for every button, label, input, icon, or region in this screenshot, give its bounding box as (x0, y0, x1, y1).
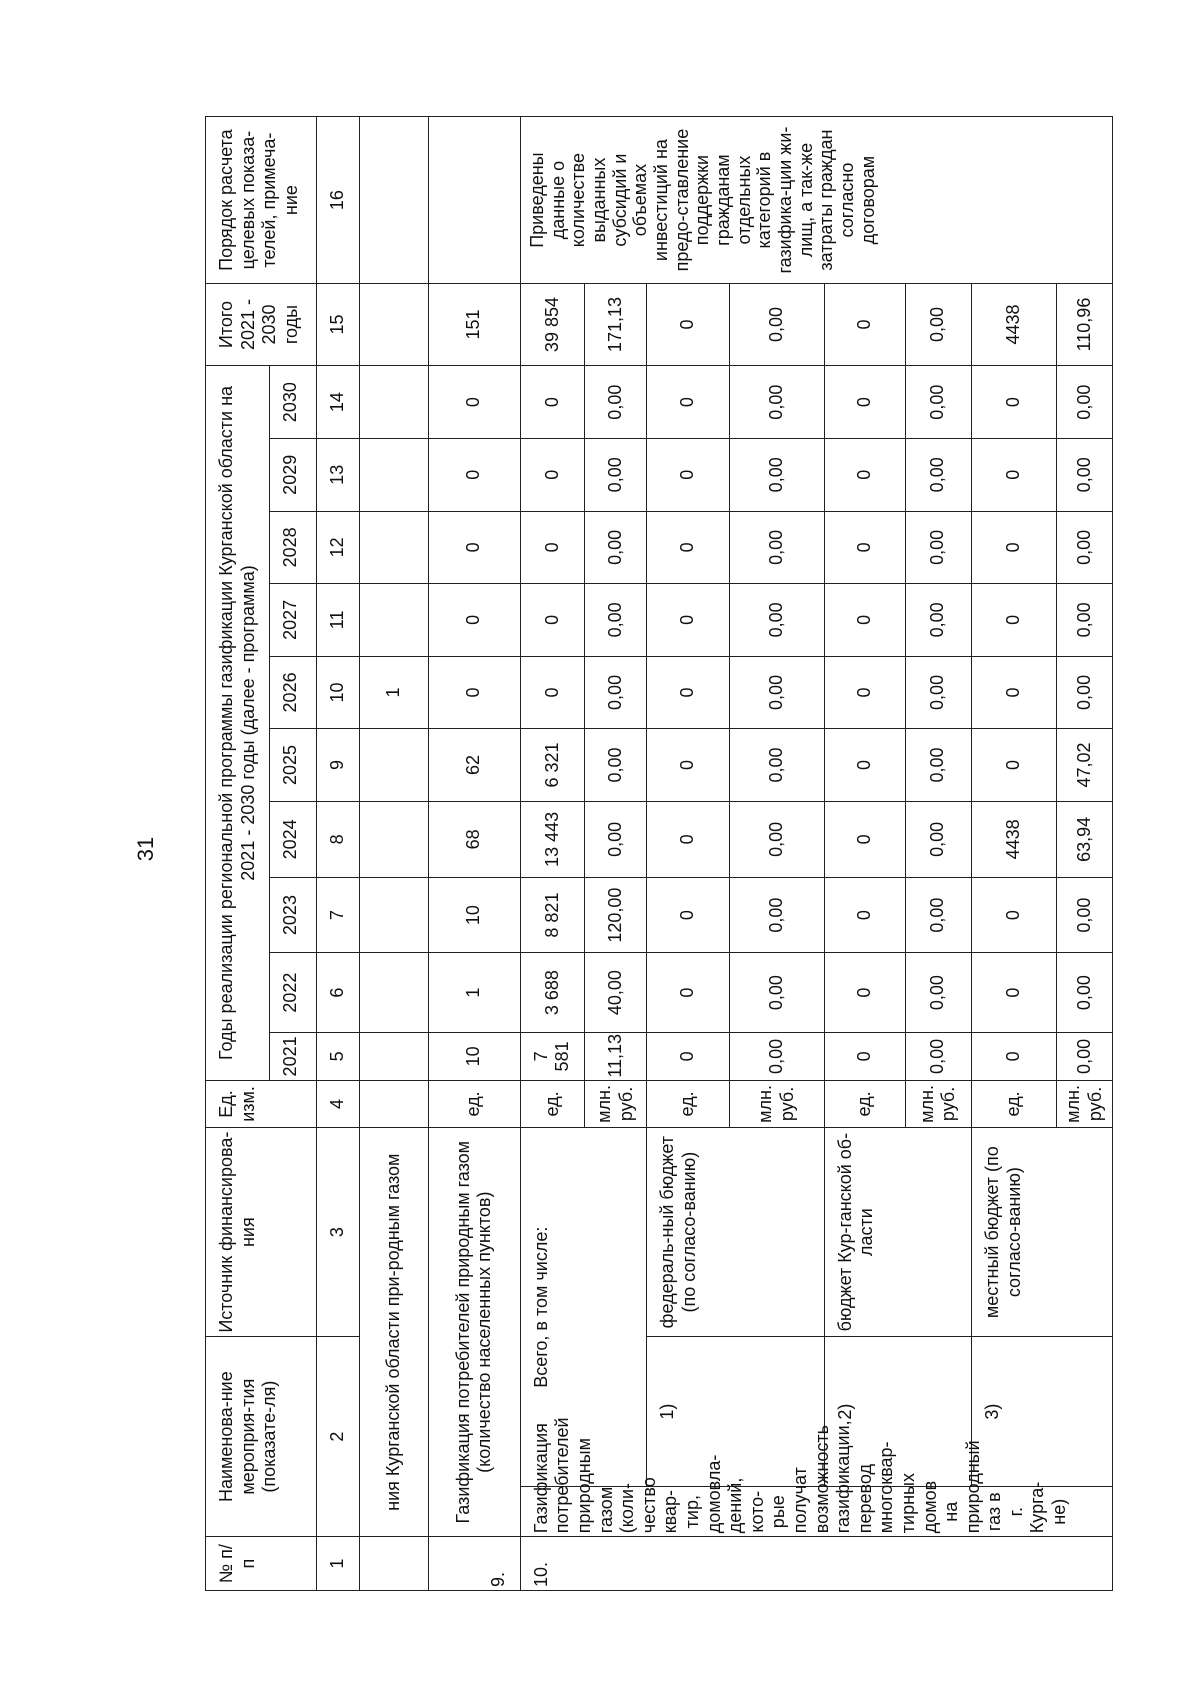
row-9-value: 10 (428, 1033, 520, 1081)
col-number: 15 (317, 283, 360, 366)
header-year: 2024 (270, 801, 317, 877)
row-10-value: 11,13 (585, 1033, 647, 1081)
row-10-value: 0 (824, 729, 905, 802)
col-number: 4 (317, 1080, 360, 1128)
row-10-value: 0,00 (1057, 656, 1113, 729)
row-10-value: 0 (824, 801, 905, 877)
row-10-value: 7 581 (520, 1033, 584, 1081)
row-10-value: 0,00 (1057, 511, 1113, 584)
header-notes: Порядок расчета целевых показа-телей, примеча-ние (206, 117, 317, 283)
column-numbers-row (317, 116, 360, 1591)
section-empty-cell (360, 1537, 429, 1591)
row-10-value: 0,00 (905, 584, 971, 657)
row-10-value: 0 (971, 729, 1056, 802)
row-10-value: 0,00 (1057, 584, 1113, 657)
row-10-value: 0,00 (730, 1033, 824, 1081)
row-9 (428, 116, 520, 1591)
col-number: 2 (317, 1337, 360, 1537)
row-10-value: 0,00 (905, 366, 971, 439)
empty-cell (360, 801, 429, 877)
row-9-total: 151 (428, 283, 520, 366)
row-9-value: 68 (428, 801, 520, 877)
row-10-value: 0 (971, 439, 1056, 512)
row-10-total: 4438 (971, 283, 1056, 366)
col-number: 16 (317, 117, 360, 283)
row-10-value: 63,94 (1057, 801, 1113, 877)
row-10-value: 0,00 (1057, 1033, 1113, 1081)
row-10-total: 39 854 (520, 283, 584, 366)
row-10-value: 0 (824, 1033, 905, 1081)
empty-cell (360, 117, 429, 283)
col-number: 6 (317, 953, 360, 1033)
row-9-unit: ед. (428, 1080, 520, 1128)
row-10-value: 120,00 (585, 878, 647, 953)
empty-cell (360, 283, 429, 366)
row-10-value: 0,00 (1057, 878, 1113, 953)
row-10-value: 0 (647, 366, 730, 439)
row-10-value: 0 (647, 953, 730, 1033)
page-number: 31 (133, 836, 158, 862)
row-10-value: 3 688 (520, 953, 584, 1033)
row-10-value: 0 (971, 953, 1056, 1033)
row-10-source-all: Всего, в том числе: (520, 1128, 646, 1487)
row-10-value: 0 (647, 439, 730, 512)
row-10-value: 0,00 (730, 439, 824, 512)
row-10-value: 0 (824, 584, 905, 657)
row-10-number: 10. (520, 1537, 1112, 1591)
empty-cell (360, 1080, 429, 1128)
row-10-value: 40,00 (585, 953, 647, 1033)
row-10-unit: млн. руб. (730, 1080, 824, 1128)
empty-cell (360, 584, 429, 657)
row-10-value: 0,00 (585, 656, 647, 729)
row-10-value: 0,00 (905, 656, 971, 729)
row-10-sub-index: 2) (824, 1337, 971, 1487)
row-10-value: 6 321 (520, 729, 584, 802)
empty-cell (360, 439, 429, 512)
row-10-unit: ед. (647, 1080, 730, 1128)
col-number: 9 (317, 729, 360, 802)
row-9-value: 0 (428, 439, 520, 512)
col-number: 1 (317, 1537, 360, 1591)
row-10-total: 110,96 (1057, 283, 1113, 366)
row-10-value: 4438 (971, 801, 1056, 877)
row-10-value: 0 (971, 366, 1056, 439)
row-10-value: 0 (647, 584, 730, 657)
row-9-name: Газификация потребителей природным газом (количество населенных пунктов) (428, 1128, 520, 1537)
row-9-value: 0 (428, 656, 520, 729)
row-10-value: 0 (520, 584, 584, 657)
row-10-value: 0 (647, 729, 730, 802)
row-10-value: 0 (520, 439, 584, 512)
row-10-value: 0 (824, 511, 905, 584)
row-10-value: 0,00 (730, 584, 824, 657)
row-10-total: 0,00 (905, 283, 971, 366)
header-year: 2026 (270, 656, 317, 729)
row-10-value: 13 443 (520, 801, 584, 877)
row-10-unit: млн. руб. (905, 1080, 971, 1128)
header-year: 2030 (270, 366, 317, 439)
row-9-value: 1 (428, 953, 520, 1033)
col-number: 5 (317, 1033, 360, 1081)
row-10-value: 0 (520, 656, 584, 729)
row-9-value: 62 (428, 729, 520, 802)
rotated-table-container (205, 115, 1113, 1591)
row-9-number: 9. (428, 1537, 520, 1591)
row-10-unit: млн. руб. (585, 1080, 647, 1128)
header-year: 2025 (270, 729, 317, 802)
row-10-total: 0 (647, 283, 730, 366)
row-10-sub-index: 3) (971, 1337, 1112, 1487)
row-10-value: 0 (647, 878, 730, 953)
row-10-value: 0 (824, 366, 905, 439)
row-10-value: 0,00 (730, 511, 824, 584)
row-10-total: 171,13 (585, 283, 647, 366)
row-10-value: 0,00 (730, 366, 824, 439)
row-10-value: 0,00 (585, 439, 647, 512)
header-year: 2027 (270, 584, 317, 657)
row-10-value: 0 (647, 511, 730, 584)
row-10-source-regional: бюджет Кур-ганской об-ласти (824, 1128, 971, 1337)
section-title: ния Курганской области при-родным газом (360, 1128, 429, 1537)
section-row (360, 116, 429, 1591)
row-10-value: 0,00 (585, 584, 647, 657)
row-10-unit: млн. руб. (1057, 1080, 1113, 1128)
col-number: 12 (317, 511, 360, 584)
row-10-name: Газификация потребителей природным газом (коли-чество квар-тир, домовла-дений, кото-рые получат возможность газификации, перевод многоквар-тирных домов на природный газ в г. Курга-не) (520, 1487, 1112, 1537)
row-10-value: 0 (647, 1033, 730, 1081)
row-10-value: 0,00 (905, 953, 971, 1033)
row-10-value: 0 (971, 584, 1056, 657)
header-source: Источник финансирова-ния (206, 1128, 317, 1337)
header-num: № п/п (206, 1537, 317, 1591)
header-row-1 (206, 116, 270, 1591)
row-10-value: 0 (824, 878, 905, 953)
row-10-value: 0 (824, 439, 905, 512)
row-10-regional-units (824, 116, 905, 1591)
row-10-value: 0,00 (905, 1033, 971, 1081)
col-number: 14 (317, 366, 360, 439)
empty-cell (360, 878, 429, 953)
row-9-value: 10 (428, 878, 520, 953)
col-number: 10 (317, 656, 360, 729)
empty-cell (360, 953, 429, 1033)
row-10-value: 0,00 (730, 953, 824, 1033)
header-year: 2028 (270, 511, 317, 584)
row-10-total: 0,00 (730, 283, 824, 366)
row-10-source-local: местный бюджет (по согласо-ванию) (971, 1128, 1112, 1337)
row-10-value: 0,00 (905, 439, 971, 512)
row-10-source-federal: федераль-ный бюджет (по согласо-ванию) (647, 1128, 824, 1337)
empty-cell (360, 729, 429, 802)
row-10-unit: ед. (971, 1080, 1056, 1128)
row-10-value: 0 (824, 656, 905, 729)
row-10-note: Приведены данные о количестве выданных субсидий и объемах инвестиций на предо-ставление поддержки гражданам отдельных категорий в газифика-ции жи-лищ, а так-же затраты граждан согласно договорам (520, 117, 1112, 283)
header-years-group: Годы реализации региональной программы газификации Курганской области на 2021 - 2030 годы (далее - программа) (206, 366, 270, 1080)
empty-cell (360, 1033, 429, 1081)
row-9-value: 0 (428, 366, 520, 439)
row-10-value: 0,00 (905, 511, 971, 584)
row-10-local-units (971, 116, 1056, 1591)
header-year: 2029 (270, 439, 317, 512)
header-year: 2022 (270, 953, 317, 1033)
row-10-value: 0,00 (585, 729, 647, 802)
row-10-value: 0,00 (905, 878, 971, 953)
row-10-unit: ед. (824, 1080, 905, 1128)
col-number: 3 (317, 1128, 360, 1337)
row-10-value: 0,00 (585, 511, 647, 584)
row-10-value: 0,00 (905, 729, 971, 802)
col-number: 13 (317, 439, 360, 512)
program-table (205, 115, 1113, 1591)
empty-cell (360, 511, 429, 584)
row-10-value: 0 (971, 656, 1056, 729)
header-name: Наименова-ние мероприя-тия (показате-ля) (206, 1337, 317, 1537)
row-10-value: 0,00 (730, 801, 824, 877)
row-10-value: 0 (824, 953, 905, 1033)
row-10-federal-units (647, 116, 730, 1591)
row-9-value: 0 (428, 584, 520, 657)
row-10-value: 0 (971, 878, 1056, 953)
row-10-value: 0 (647, 656, 730, 729)
row-10-value: 0,00 (585, 366, 647, 439)
row-9-value: 0 (428, 511, 520, 584)
col-number: 8 (317, 801, 360, 877)
empty-cell (360, 366, 429, 439)
row-10-value: 0 (520, 366, 584, 439)
col-number: 7 (317, 878, 360, 953)
header-unit: Ед. изм. (206, 1080, 317, 1128)
row-10-total-units (520, 116, 584, 1591)
col-number: 11 (317, 584, 360, 657)
section-year-2026-value: 1 (360, 656, 429, 729)
row-10-value: 0 (520, 511, 584, 584)
row-10-value: 0,00 (730, 878, 824, 953)
row-10-value: 0,00 (585, 801, 647, 877)
header-year: 2021 (270, 1033, 317, 1081)
row-10-sub-index: 1) (647, 1337, 824, 1487)
row-10-value: 0,00 (730, 729, 824, 802)
row-10-value: 0,00 (1057, 953, 1113, 1033)
row-9-note (428, 117, 520, 283)
row-10-value: 0 (971, 1033, 1056, 1081)
header-total: Итого 2021 - 2030 годы (206, 283, 317, 366)
row-10-value: 8 821 (520, 878, 584, 953)
row-10-value: 0,00 (730, 656, 824, 729)
row-10-unit: ед. (520, 1080, 584, 1128)
row-10-total: 0 (824, 283, 905, 366)
row-10-value: 47,02 (1057, 729, 1113, 802)
row-10-value: 0 (971, 511, 1056, 584)
row-10-value: 0 (647, 801, 730, 877)
header-year: 2023 (270, 878, 317, 953)
row-10-value: 0,00 (1057, 439, 1113, 512)
row-10-value: 0,00 (1057, 366, 1113, 439)
row-10-value: 0,00 (905, 801, 971, 877)
